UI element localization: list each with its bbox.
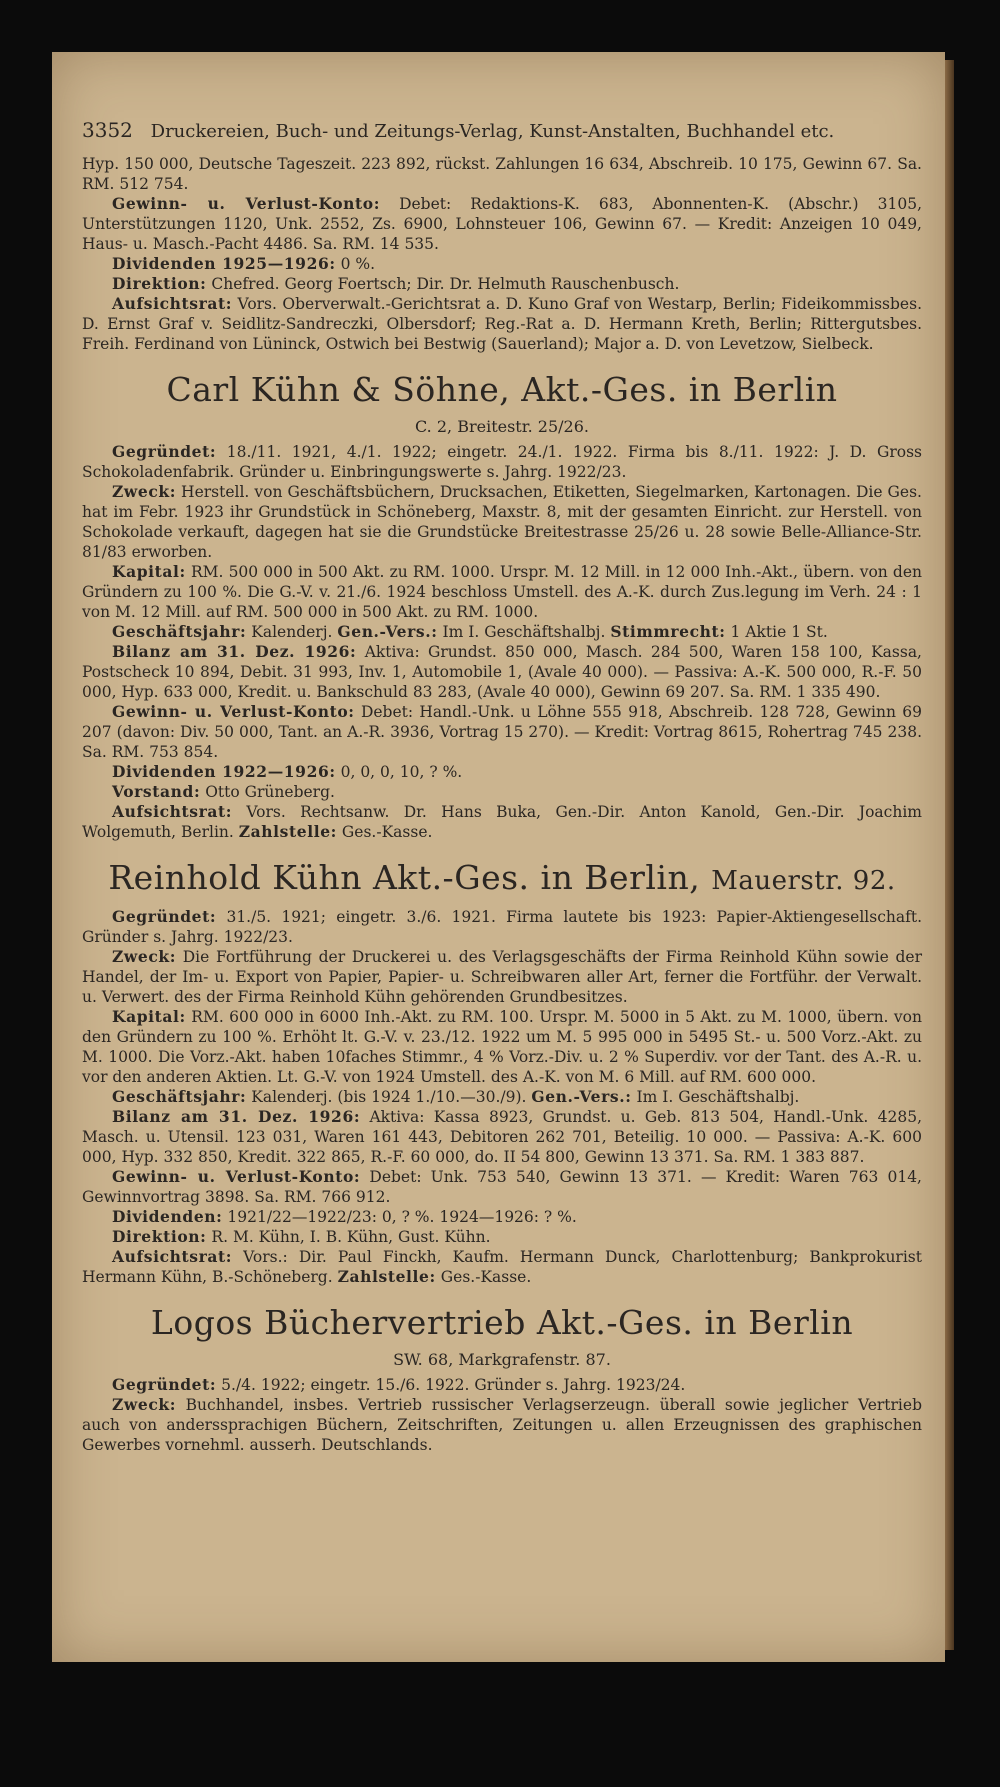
page-number: 3352 [82, 118, 133, 142]
dividends: Dividenden: 1921/22—1922/23: 0, ? %. 1924—1926: ? %. [112, 1207, 577, 1226]
entry-address-logos: SW. 68, Markgrafenstr. 87. [393, 1350, 611, 1369]
fiscal-year: Geschäftsjahr: Kalenderj. (bis 1924 1./10.—30./9). Gen.-Vers.: Im I. Geschäftshalbj. [112, 1087, 800, 1106]
book-spine-edge [945, 60, 954, 1650]
entry-title-logos: Logos Büchervertrieb Akt.-Ges. in Berlin [150, 1303, 854, 1342]
capital: Kapital: RM. 600 000 in 6000 Inh.-Akt. zu RM. 100. Urspr. M. 5000 in 5 Akt. zu M. 1000, übern. von den Gründern zu 100 %. Erhöht lt. G.-V. v. 23./12. 1922 um M. 5 995 000 in 5495 St.- u. 500 Vorz.-Akt. zu M. 1000. Die Vorz.-Akt. haben 10faches Stimmr., 4 % Vorz.-Div. u. 2 % Superdiv. vor der Tant. des A.-R. u. vor den anderen Aktien. Lt. G.-V. von 1924 Umstell. des A.-K. von M. 6 Mill. auf RM. 600 000. [82, 1007, 922, 1086]
entry-address-carl-kuehn: C. 2, Breitestr. 25/26. [415, 417, 589, 436]
prev-profit-loss: Gewinn- u. Verlust-Konto: Debet: Redaktions-K. 683, Abonnenten-K. (Abschr.) 3105, Unterstützungen 1120, Unk. 2552, Zs. 6900, Lohnsteuer 106, Gewinn 67. — Kredit: Anzeigen 10 049, Haus- u. Masch.-Pacht 4486. Sa. RM. 14 535. [82, 194, 922, 253]
purpose: Zweck: Die Fortführung der Druckerei u. des Verlagsgeschäfts der Firma Reinhold Kühn sowie der Handel, der Im- u. Export von Papier, Papier- u. Schreibwaren aller Art, ferner die Fortführ. der Verwalt. u. Verwert. des der Firma Reinhold Kühn gehörenden Grundbesitzes. [82, 947, 922, 1006]
balance-sheet: Bilanz am 31. Dez. 1926: Aktiva: Grundst. 850 000, Masch. 284 500, Waren 158 100, Kassa, Postscheck 10 894, Debit. 31 993, Inv. 1, Automobile 1, (Avale 40 000). — Passiva: A.-K. 500 000, R.-F. 50 000, Hyp. 633 000, Kredit. u. Bankschuld 83 283, (Avale 40 000), Gewinn 69 207. Sa. RM. 1 335 490. [82, 642, 922, 701]
prev-dividends: Dividenden 1925—1926: 0 %. [112, 254, 376, 273]
direction: Direktion: R. M. Kühn, I. B. Kühn, Gust. Kühn. [112, 1227, 491, 1246]
purpose: Zweck: Buchhandel, insbes. Vertrieb russischer Verlagserzeugn. überall sowie jeglicher Vertrieb auch von anderssprachigen Büchern, Zeitschriften, Zeitungen u. allen Erzeugnissen des graphischen Gewerbes vornehml. ausserh. Deutschlands. [82, 1395, 922, 1454]
balance-sheet: Bilanz am 31. Dez. 1926: Aktiva: Kassa 8923, Grundst. u. Geb. 813 504, Handl.-Unk. 4285, Masch. u. Utensil. 123 031, Waren 161 443, Debitoren 262 701, Beteilig. 10 000. — Passiva: A.-K. 600 000, Hyp. 332 850, Kredit. 322 865, R.-F. 60 000, do. II 54 800, Gewinn 13 371. Sa. RM. 1 383 887. [82, 1107, 922, 1166]
prev-direction: Direktion: Chefred. Georg Foertsch; Dir. Dr. Helmuth Rauschenbusch. [112, 274, 680, 293]
running-title: Druckereien, Buch- und Zeitungs-Verlag, Kunst-Anstalten, Buchhandel etc. [150, 121, 835, 142]
entry-title-reinhold-kuehn: Reinhold Kühn Akt.-Ges. in Berlin, Mauerstr. 92. [108, 858, 896, 897]
capital: Kapital: RM. 500 000 in 500 Akt. zu RM. 1000. Urspr. M. 12 Mill. in 12 000 Inh.-Akt., übern. von den Gründern zu 100 %. Die G.-V. v. 21./6. 1924 beschloss Umstell. des A.-K. durch Zus.legung im Verh. 24 : 1 von M. 12 Mill. auf RM. 500 000 in 500 Akt. zu RM. 1000. [82, 562, 922, 621]
running-header [82, 116, 922, 146]
entry-title-carl-kuehn: Carl Kühn & Söhne, Akt.-Ges. in Berlin [166, 370, 838, 409]
purpose: Zweck: Herstell. von Geschäftsbüchern, Drucksachen, Etiketten, Siegelmarken, Kartonagen. Die Ges. hat im Febr. 1923 ihr Grundstück in Schöneberg, Maxstr. 8, mit der gesamten Einricht. zur Herstell. von Schokolade verkauft, dagegen hat sie die Grundstücke Breitestrasse 25/26 u. 28 sowie Belle-Alliance-Str. 81/83 erworben. [82, 482, 922, 561]
prev-balance: Hyp. 150 000, Deutsche Tageszeit. 223 892, rückst. Zahlungen 16 634, Abschreib. 10 175, Gewinn 67. Sa. RM. 512 754. [82, 155, 922, 193]
dividends: Dividenden 1922—1926: 0, 0, 0, 10, ? %. [112, 762, 463, 781]
entry-address-reinhold-kuehn: Mauerstr. 92. [711, 866, 896, 896]
fiscal-year: Geschäftsjahr: Kalenderj. Gen.-Vers.: Im I. Geschäftshalbj. Stimmrecht: 1 Aktie 1 St. [112, 622, 828, 641]
supervisory-board: Aufsichtsrat: Vors.: Dir. Paul Finckh, Kaufm. Hermann Dunck, Charlottenburg; Bankprokurist Hermann Kühn, B.-Schöneberg. Zahlstelle: Ges.-Kasse. [82, 1247, 922, 1286]
book-page [52, 52, 945, 1662]
profit-loss: Gewinn- u. Verlust-Konto: Debet: Handl.-Unk. u Löhne 555 918, Abschreib. 128 728, Gewinn 69 207 (davon: Div. 50 000, Tant. an A.-R. 3936, Vortrag 15 270). — Kredit: Vortrag 8615, Rohertrag 745 238. Sa. RM. 753 854. [82, 702, 922, 761]
page-content [82, 116, 922, 1455]
profit-loss: Gewinn- u. Verlust-Konto: Debet: Unk. 753 540, Gewinn 13 371. — Kredit: Waren 763 014, Gewinnvortrag 3898. Sa. RM. 766 912. [82, 1167, 922, 1206]
management-board: Vorstand: Otto Grüneberg. [112, 782, 335, 801]
founded: Gegründet: 31./5. 1921; eingetr. 3./6. 1921. Firma lautete bis 1923: Papier-Aktiengesellschaft. Gründer s. Jahrg. 1922/23. [82, 907, 922, 946]
prev-supervisory-board: Aufsichtsrat: Vors. Oberverwalt.-Gerichtsrat a. D. Kuno Graf von Westarp, Berlin; Fideikommissbes. D. Ernst Graf v. Seidlitz-Sandreczki, Olbersdorf; Reg.-Rat a. D. Hermann Kreth, Berlin; Rittergutsbes. Freih. Ferdinand von Lüninck, Ostwich bei Bestwig (Sauerland); Major a. D. von Levetzow, Sielbeck. [82, 294, 922, 353]
founded: Gegründet: 5./4. 1922; eingetr. 15./6. 1922. Gründer s. Jahrg. 1923/24. [112, 1375, 686, 1394]
supervisory-board: Aufsichtsrat: Vors. Rechtsanw. Dr. Hans Buka, Gen.-Dir. Anton Kanold, Gen.-Dir. Joachim Wolgemuth, Berlin. Zahlstelle: Ges.-Kasse. [82, 802, 922, 841]
founded: Gegründet: 18./11. 1921, 4./1. 1922; eingetr. 24./1. 1922. Firma bis 8./11. 1922: J. D. Gross Schokoladenfabrik. Gründer u. Einbringungswerte s. Jahrg. 1922/23. [82, 442, 922, 481]
